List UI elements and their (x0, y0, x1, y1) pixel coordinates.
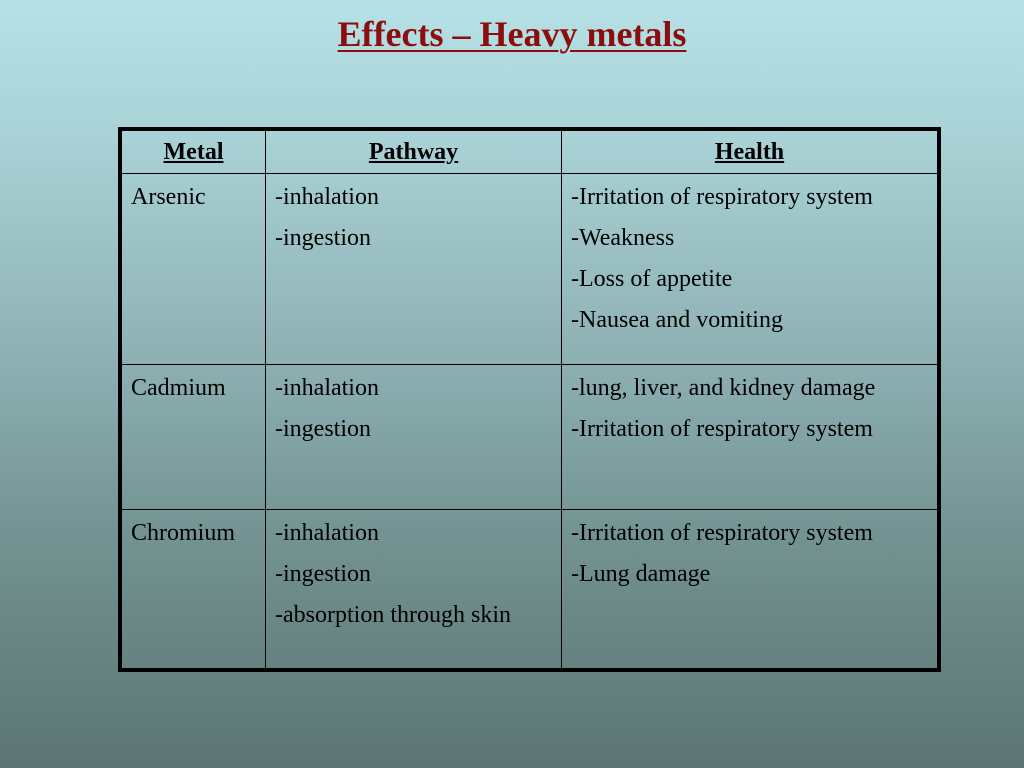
table-header-row (122, 131, 938, 174)
pathway-cell (266, 365, 562, 510)
metal-cell: Cadmium (122, 365, 266, 510)
header-pathway: Pathway (266, 131, 562, 174)
pathway-cell (266, 510, 562, 669)
pathway-entry: -absorption through skin (275, 602, 511, 628)
health-entry: -Irritation of respiratory system (571, 416, 873, 442)
slide-title: Effects – Heavy metals (337, 14, 687, 54)
pathway-entry: -inhalation (275, 520, 379, 546)
health-entry: -lung, liver, and kidney damage (571, 375, 876, 401)
table-row-chromium (122, 510, 938, 669)
header-metal: Metal (122, 131, 266, 174)
health-entry: -Loss of appetite (571, 266, 733, 292)
pathway-entry: -ingestion (275, 416, 371, 442)
header-health: Health (562, 131, 938, 174)
pathway-entry: -ingestion (275, 225, 371, 251)
metal-cell: Chromium (122, 510, 266, 669)
metal-cell: Arsenic (122, 174, 266, 365)
health-entry: -Weakness (571, 225, 675, 251)
health-cell (562, 365, 938, 510)
health-entry: -Irritation of respiratory system (571, 184, 873, 210)
pathway-entry: -inhalation (275, 375, 379, 401)
health-entry: -Irritation of respiratory system (571, 520, 873, 546)
table-row-arsenic (122, 174, 938, 365)
health-entry: -Nausea and vomiting (571, 307, 783, 333)
effects-table (121, 130, 938, 669)
health-cell (562, 174, 938, 365)
pathway-entry: -inhalation (275, 184, 379, 210)
health-entry: -Lung damage (571, 561, 711, 587)
table-row-cadmium (122, 365, 938, 510)
pathway-cell (266, 174, 562, 365)
health-cell (562, 510, 938, 669)
heavy-metals-table (118, 127, 941, 672)
pathway-entry: -ingestion (275, 561, 371, 587)
